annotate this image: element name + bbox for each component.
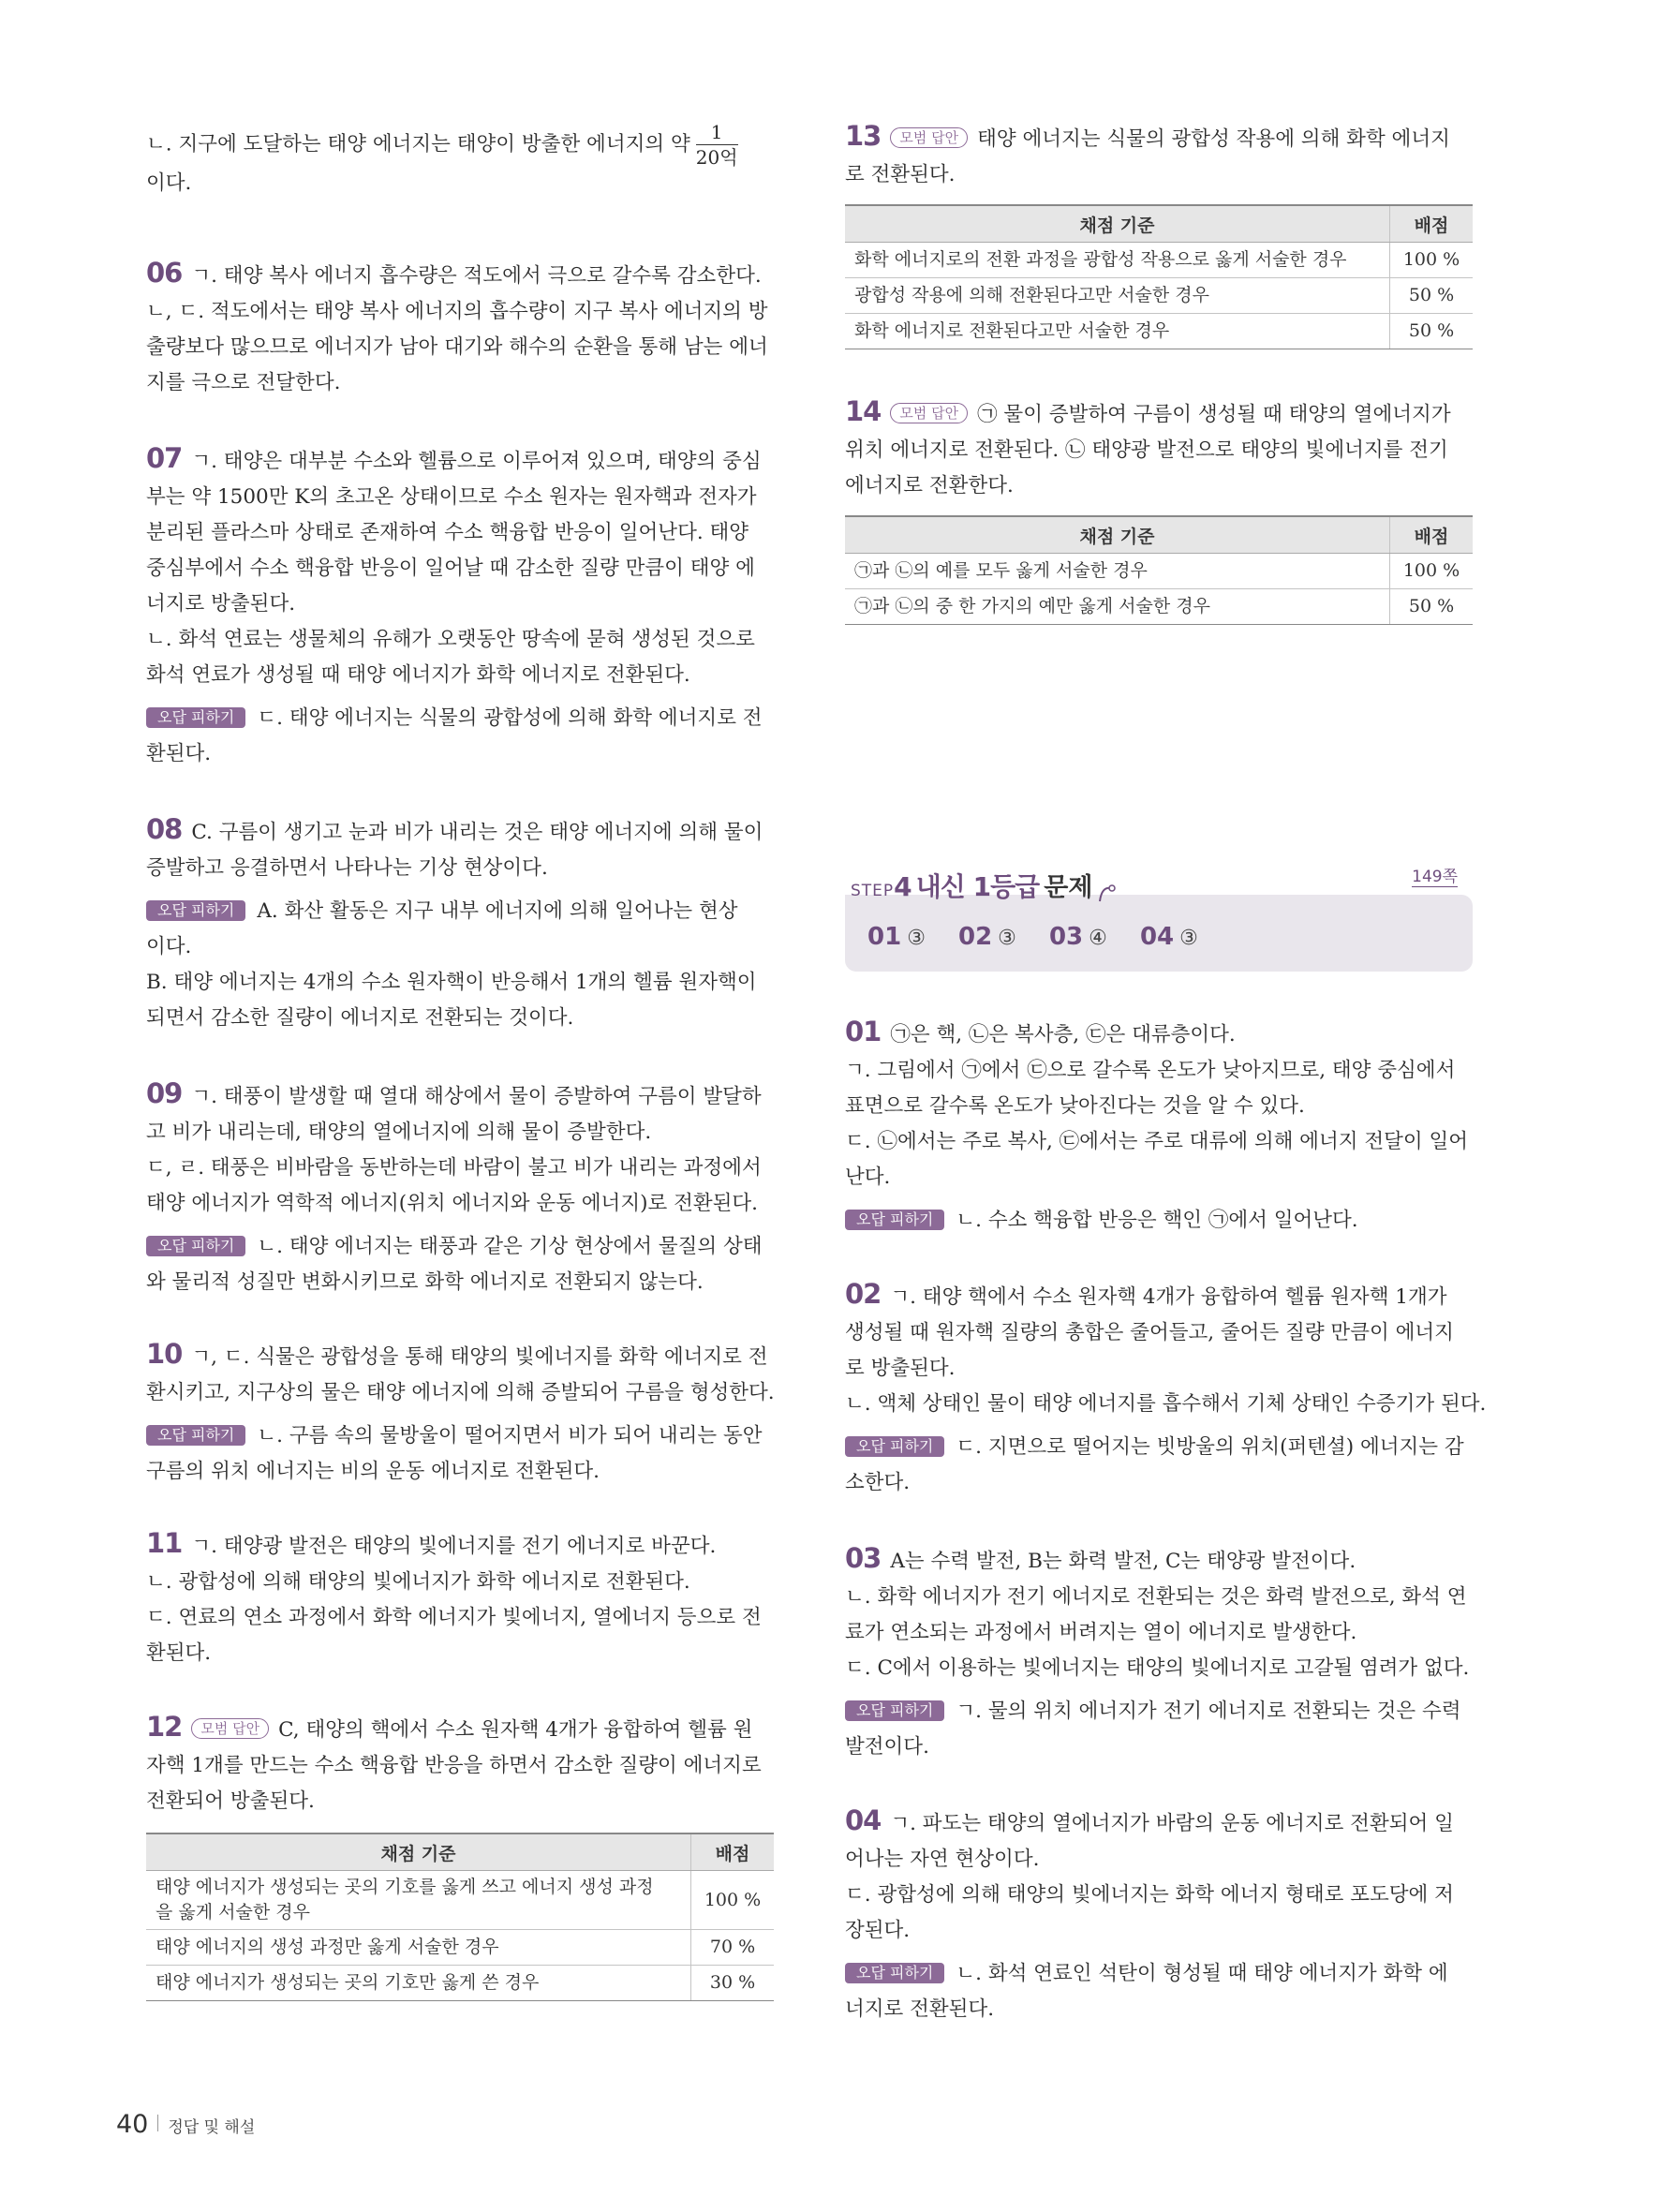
column-header: 채점 기준 [146,1833,691,1871]
question-number: 08 [146,813,183,845]
question-number: 14 [845,395,882,427]
table-row: 광합성 작용에 의해 전환된다고만 서술한 경우 50 % [845,278,1473,314]
page-footer [116,2110,255,2139]
odap-badge: 오답 피하기 [845,1436,944,1457]
answer-05-cont: ㄴ. 지구에 도달하는 태양 에너지는 태양이 방출한 에너지의 약 $\frac{1}{\text{20억}}$ 이다. [146,121,738,195]
answer-item: 03 ④ [1048,923,1107,951]
question-number: 10 [146,1338,183,1370]
answer-11: 11 ㄱ. 태양광 발전은 태양의 빛에너지를 전기 에너지로 바꾼다. ㄴ. 광합성에 의해 태양의 빛에너지가 화학 에너지로 전환된다. ㄷ. 연료의 연소 과정에서 화학 에너지가 빛에너지, 열에너지 등으로 전 환된다. [146,1527,762,1665]
odap-badge: 오답 피하기 [845,1700,944,1721]
fraction: $\frac{1}{\text{20억}}$ [695,121,738,169]
answer-09: 09 ㄱ. 태풍이 발생할 때 열대 해상에서 물이 증발하여 구름이 발달하 고 비가 내리는데, 태양의 열에너지에 의해 물이 증발한다. ㄷ, ㄹ. 태풍은 비바람을 동반하는데 바람이 불고 비가 내리는 과정에서 태양 에너지가 역학적 에너지(위치 에너지와 운동 에너지)로 전환된다. 오답 피하기 ㄴ. 태양 에너지는 태풍과 같은 기상 현상에서 물질의 상태 와 물리적 성질만 변화시키므로 화학 에너지로 전환되지 않는다. [146,1077,763,1294]
column-header: 배점 [1390,516,1474,554]
mobeom-badge: 모범 답안 [191,1718,269,1739]
column-header: 배점 [691,1833,775,1871]
table-row: 화학 에너지로의 전환 과정을 광합성 작용으로 옳게 서술한 경우 100 % [845,243,1473,278]
answer-item: 02 ③ [957,923,1016,951]
answer-13: 13 모범 답안 태양 에너지는 식물의 광합성 작용에 의해 화학 에너지 로 전환된다. [845,120,1450,186]
question-number: 09 [146,1077,183,1109]
mobeom-badge: 모범 답안 [890,403,968,423]
footer-divider [157,2115,158,2131]
step4-answer-03: 03 A는 수력 발전, B는 화력 발전, C는 태양광 발전이다. ㄴ. 화학 에너지가 전기 에너지로 전환되는 것은 화력 발전으로, 화석 연 료가 연소되는 과정에서 버려지는 열이 에너지로 발생한다. ㄷ. C에서 이용하는 빛에너지는 태양의 빛에너지로 고갈될 염려가 없다. 오답 피하기 ㄱ. 물의 위치 에너지가 전기 에너지로 전환되는 것은 수력 발전이다. [845,1542,1470,1759]
odap-badge: 오답 피하기 [146,1425,245,1446]
question-number: 11 [146,1527,183,1559]
table-row: 태양 에너지의 생성 과정만 옳게 서술한 경우 70 % [146,1930,774,1966]
page-number: 40 [116,2110,149,2139]
answer-10: 10 ㄱ, ㄷ. 식물은 광합성을 통해 태양의 빛에너지를 화학 에너지로 전 환시키고, 지구상의 물은 태양 에너지에 의해 증발되어 구름을 형성한다. 오답 피하기 ㄴ. 구름 속의 물방울이 떨어지면서 비가 되어 내리는 동안 구름의 위치 에너지는 비의 운동 에너지로 전환된다. [146,1338,775,1483]
answer-07: 07 ㄱ. 태양은 대부분 수소와 헬륨으로 이루어져 있으며, 태양의 중심 부는 약 1500만 K의 초고온 상태이므로 수소 원자는 원자핵과 전자가 분리된 플라스마 상태로 존재하여 수소 핵융합 반응이 일어난다. 태양 중심부에서 수소 핵융합 반응이 일어날 때 감소한 질량 만큼이 태양 에 너지로 방출된다. ㄴ. 화석 연료는 생물체의 유해가 오랫동안 땅속에 묻혀 생성된 것으로 화석 연료가 생성될 때 태양 에너지가 화학 에너지로 전환된다. 오답 피하기 ㄷ. 태양 에너지는 식물의 광합성에 의해 화학 에너지로 전 환된다. [146,442,763,765]
table-row: 태양 에너지가 생성되는 곳의 기호만 옳게 쓴 경우 30 % [146,1966,774,2001]
answer-14: 14 모범 답안 ㉠ 물이 증발하여 구름이 생성될 때 태양의 열에너지가 위치 에너지로 전환된다. ㉡ 태양광 발전으로 태양의 빛에너지를 전기 에너지로 전환한다. [845,395,1451,497]
question-number: 12 [146,1711,183,1743]
grading-table-14 [845,515,1473,625]
odap-badge: 오답 피하기 [146,707,245,728]
answer-item: 01 ③ [867,923,926,951]
table-row: 화학 에너지로 전환된다고만 서술한 경우 50 % [845,314,1473,349]
step4-answer-04: 04 ㄱ. 파도는 태양의 열에너지가 바람의 운동 에너지로 전환되어 일 어나는 자연 현상이다. ㄷ. 광합성에 의해 태양의 빛에너지는 화학 에너지 형태로 포도당에 저 장된다. 오답 피하기 ㄴ. 화석 연료인 석탄이 형성될 때 태양 에너지가 화학 에 너지로 전환된다. [845,1804,1454,2021]
table-row: ㉠과 ㉡의 예를 모두 옳게 서술한 경우 100 % [845,554,1473,589]
column-header: 채점 기준 [845,516,1390,554]
answer-text: ㄴ. 지구에 도달하는 태양 에너지는 태양이 방출한 에너지의 약 [146,132,690,156]
answer-06: 06 ㄱ. 태양 복사 에너지 흡수량은 적도에서 극으로 갈수록 감소한다. ㄴ, ㄷ. 적도에서는 태양 복사 에너지의 흡수량이 지구 복사 에너지의 방 출량보다 많으므로 에너지가 남아 대기와 해수의 순환을 통해 남는 에너 지를 극으로 전달한다. [146,257,768,394]
mobeom-badge: 모범 답안 [890,127,968,148]
grading-table-13 [845,204,1473,349]
answer-item: 04 ③ [1139,923,1198,951]
question-number: 04 [845,1804,882,1836]
step4-header [845,867,1473,972]
answer-key [867,923,1223,951]
question-number: 13 [845,120,882,152]
column-header: 배점 [1390,205,1474,243]
column-header: 채점 기준 [845,205,1390,243]
grading-table-12 [146,1833,774,2001]
step4-title: STEP4 내신 1등급 문제 [851,867,1117,904]
table-row: 태양 에너지가 생성되는 곳의 기호를 옳게 쓰고 에너지 생성 과정 을 옳게 서술한 경우 100 % [146,1871,774,1930]
curl-decoration-icon [1098,883,1117,903]
question-number: 02 [845,1278,882,1310]
footer-title: 정답 및 해설 [168,2118,256,2137]
odap-badge: 오답 피하기 [146,1236,245,1256]
question-number: 01 [845,1016,882,1047]
odap-badge: 오답 피하기 [845,1963,944,1983]
answer-12: 12 모범 답안 C, 태양의 핵에서 수소 원자핵 4개가 융합하여 헬륨 원 자핵 1개를 만드는 수소 핵융합 반응을 하면서 감소한 질량이 에너지로 전환되어 방출된다. [146,1711,762,1813]
odap-badge: 오답 피하기 [146,900,245,921]
question-number: 06 [146,257,183,289]
answer-08: 08 C. 구름이 생기고 눈과 비가 내리는 것은 태양 에너지에 의해 물이 증발하고 응결하면서 나타나는 기상 현상이다. 오답 피하기 A. 화산 활동은 지구 내부 에너지에 의해 일어나는 현상 이다. B. 태양 에너지는 4개의 수소 원자핵이 반응해서 1개의 헬륨 원자핵이 되면서 감소한 질량이 에너지로 전환되는 것이다. [146,813,763,1030]
page-reference: 149쪽 [1412,863,1458,887]
question-number: 03 [845,1542,882,1574]
step4-answer-02: 02 ㄱ. 태양 핵에서 수소 원자핵 4개가 융합하여 헬륨 원자핵 1개가 생성될 때 원자핵 질량의 총합은 줄어들고, 줄어든 질량 만큼이 에너지 로 방출된다. ㄴ. 액체 상태인 물이 태양 에너지를 흡수해서 기체 상태인 수증기가 된다. 오답 피하기 ㄷ. 지면으로 떨어지는 빗방울의 위치(퍼텐셜) 에너지는 감 소한다. [845,1278,1487,1494]
table-row: ㉠과 ㉡의 중 한 가지의 예만 옳게 서술한 경우 50 % [845,589,1473,625]
odap-badge: 오답 피하기 [845,1210,944,1230]
step4-answer-01: 01 ㉠은 핵, ㉡은 복사층, ㉢은 대류층이다. ㄱ. 그림에서 ㉠에서 ㉢으로 갈수록 온도가 낮아지므로, 태양 중심에서 표면으로 갈수록 온도가 낮아진다는 것을 알 수 있다. ㄷ. ㉡에서는 주로 복사, ㉢에서는 주로 대류에 의해 에너지 전달이 일어 난다. 오답 피하기 ㄴ. 수소 핵융합 반응은 핵인 ㉠에서 일어난다. [845,1016,1469,1232]
question-number: 07 [146,442,183,474]
